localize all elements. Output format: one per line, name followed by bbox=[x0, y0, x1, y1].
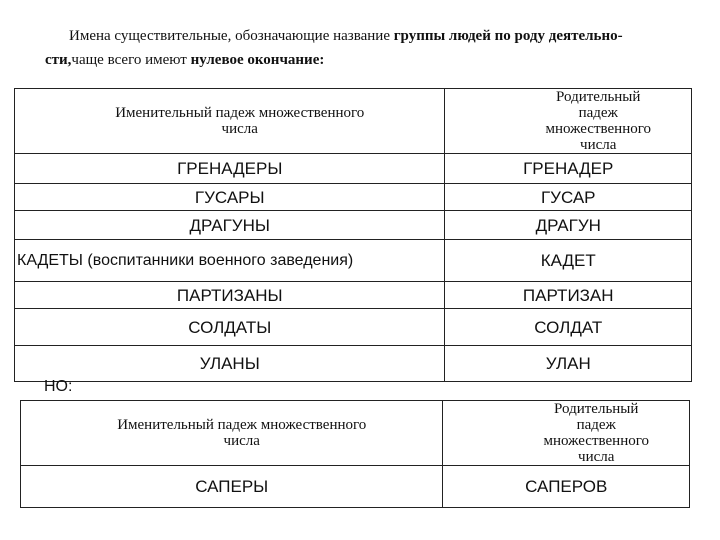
intro-text-1: Имена существительные, обозначающие название bbox=[69, 28, 394, 44]
table-row bbox=[15, 184, 692, 211]
table-row bbox=[15, 346, 692, 382]
nominative-cell: УЛАНЫ bbox=[15, 346, 445, 382]
genitive-cell: ПАРТИЗАН bbox=[445, 282, 692, 309]
table-row bbox=[21, 466, 690, 508]
genitive-cell: КАДЕТ bbox=[445, 240, 692, 282]
genitive-cell: УЛАН bbox=[445, 346, 692, 382]
table-null-ending bbox=[14, 88, 692, 382]
header-nominative: Именительный падеж множественного числа bbox=[15, 89, 445, 154]
nominative-cell: СОЛДАТЫ bbox=[15, 309, 445, 346]
table-header-row bbox=[21, 401, 690, 466]
intro-text-2: чаще всего имеют bbox=[71, 52, 191, 68]
table-exception bbox=[20, 400, 690, 508]
but-label: НО: bbox=[44, 378, 73, 395]
header-nominative: Именительный падеж множественного числа bbox=[21, 401, 443, 466]
table-row bbox=[15, 282, 692, 309]
intro-bold-2: нулевое окончание: bbox=[190, 52, 325, 68]
genitive-cell: СОЛДАТ bbox=[445, 309, 692, 346]
table-row bbox=[15, 309, 692, 346]
nominative-cell: САПЕРЫ bbox=[21, 466, 443, 508]
nominative-cell: ПАРТИЗАНЫ bbox=[15, 282, 445, 309]
genitive-cell: ГУСАР bbox=[445, 184, 692, 211]
table-header-row bbox=[15, 89, 692, 154]
genitive-cell: САПЕРОВ bbox=[443, 466, 690, 508]
genitive-cell: ДРАГУН bbox=[445, 211, 692, 240]
nominative-cell: ГУСАРЫ bbox=[15, 184, 445, 211]
nominative-cell: КАДЕТЫ (воспитанники военного заведения) bbox=[15, 240, 445, 282]
header-genitive: Родительный падеж множественного числа bbox=[443, 401, 690, 466]
table-row bbox=[15, 211, 692, 240]
genitive-cell: ГРЕНАДЕР bbox=[445, 154, 692, 184]
nominative-cell: ГРЕНАДЕРЫ bbox=[15, 154, 445, 184]
table-row bbox=[15, 154, 692, 184]
intro-bold-1: группы людей по роду деятельно-сти, bbox=[45, 28, 623, 68]
nominative-cell: ДРАГУНЫ bbox=[15, 211, 445, 240]
table-row bbox=[15, 240, 692, 282]
intro-paragraph bbox=[45, 24, 665, 72]
header-genitive: Родительный падеж множественного числа bbox=[445, 89, 692, 154]
